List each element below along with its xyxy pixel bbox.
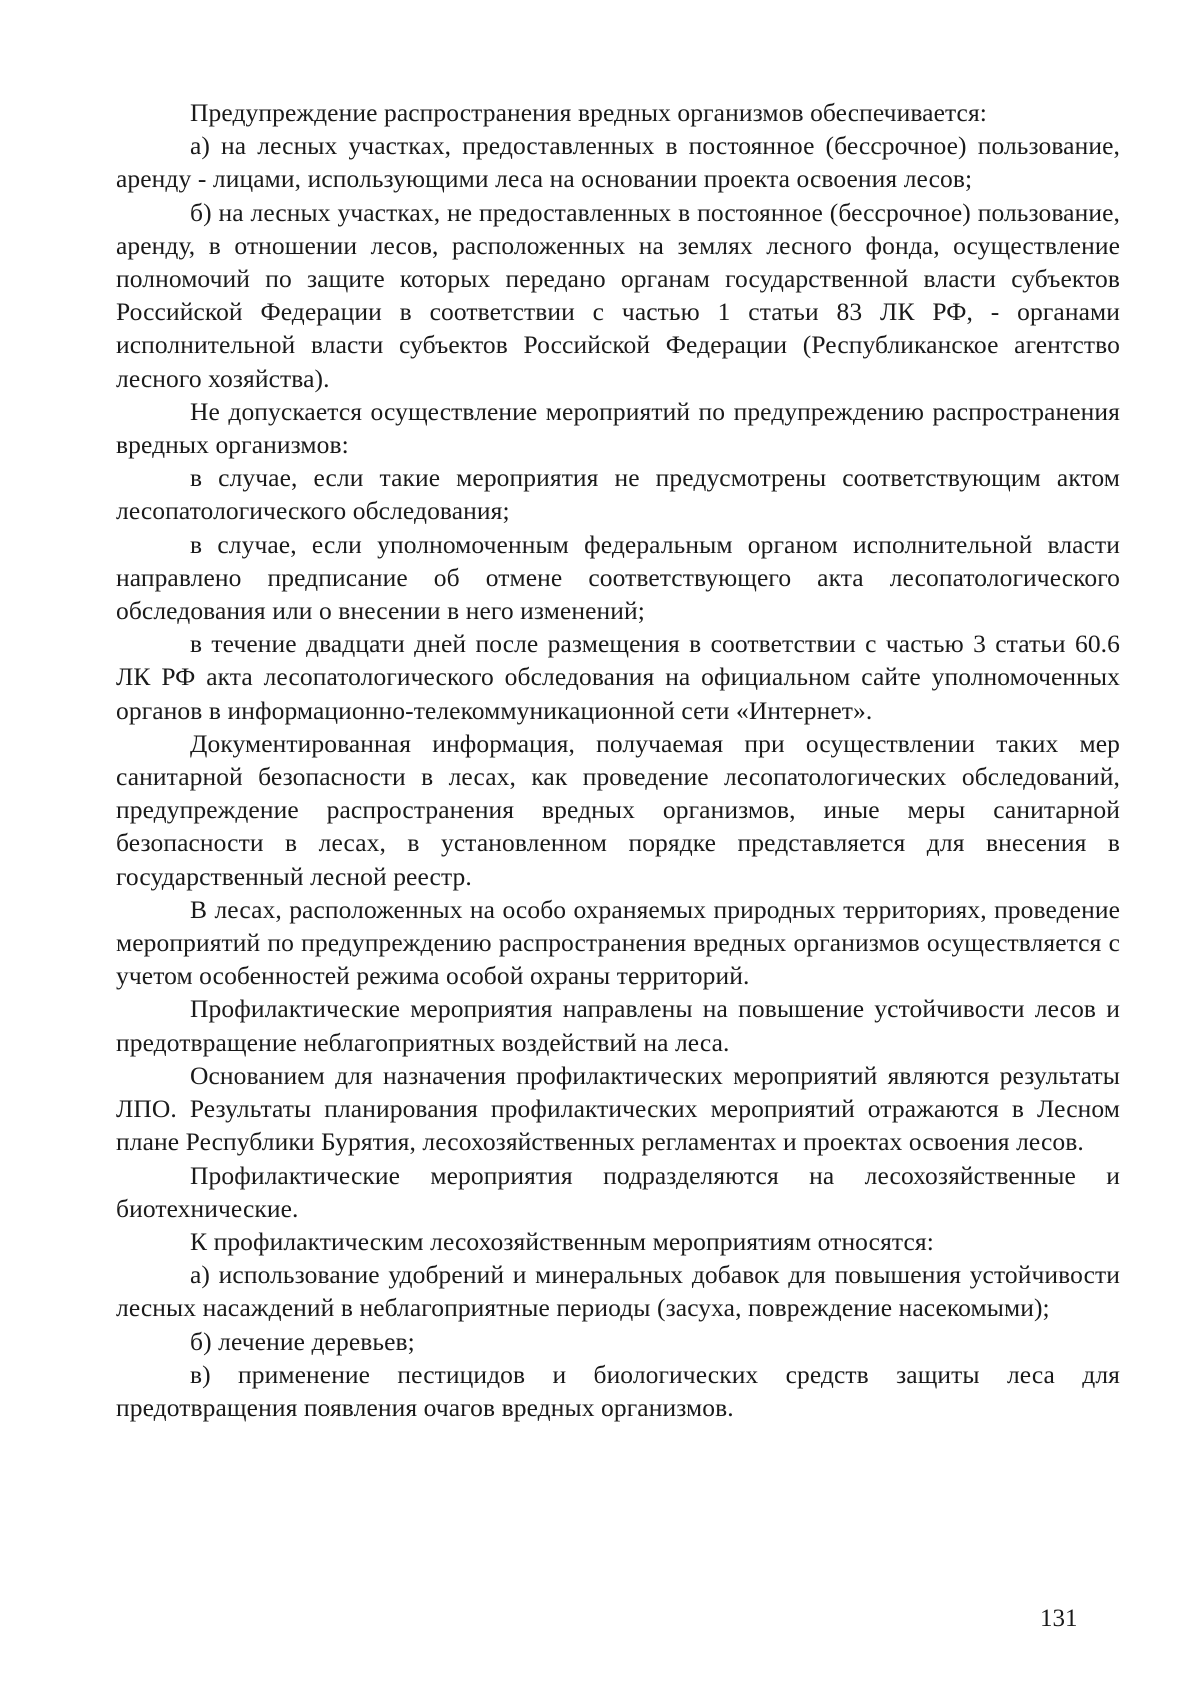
paragraph: в случае, если такие мероприятия не предусмотрены соответствующим актом лесопатологического обследования; [116,463,1120,526]
paragraph: Основанием для назначения профилактических мероприятий являются результаты ЛПО. Результаты планирования профилактических мероприятий отражаются в Лесном плане Республики Бурятия, лесохозяйственных регламентах и проектах освоения лесов. [116,1060,1120,1157]
document-body [116,96,1120,1424]
paragraph: а) использование удобрений и минеральных добавок для повышения устойчивости лесных насаждений в неблагоприятные периоды (засуха, повреждение насекомыми); [116,1260,1120,1323]
paragraph: б) на лесных участках, не предоставленных в постоянное (бессрочное) пользование, аренду, в отношении лесов, расположенных на землях лесного фонда, осуществление полномочий по защите которых передано органам государственной власти субъектов Российской Федерации в соответствии с частью 1 статьи 83 ЛК РФ, - органами исполнительной власти субъектов Российской Федерации (Республиканское агентство лесного хозяйства). [116,197,1120,393]
paragraph: Предупреждение распространения вредных организмов обеспечивается: [190,98,987,127]
paragraph: в случае, если уполномоченным федеральным органом исполнительной власти направлено предписание об отмене соответствующего акта лесопатологического обследования или о внесении в него изменений; [116,529,1120,626]
paragraph: в течение двадцати дней после размещения в соответствии с частью 3 статьи 60.6 ЛК РФ акта лесопатологического обследования на официальном сайте уполномоченных органов в информационно-телекоммуникационной сети «Интернет». [116,629,1120,725]
paragraph: К профилактическим лесохозяйственным мероприятиям относятся: [190,1226,934,1256]
paragraph: в) применение пестицидов и биологических средств защиты леса для предотвращения появления очагов вредных организмов. [116,1359,1120,1422]
paragraph: Профилактические мероприятия направлены на повышение устойчивости лесов и предотвращение неблагоприятных воздействий на леса. [116,994,1120,1057]
page-number: 131 [1040,1605,1078,1632]
paragraph: В лесах, расположенных на особо охраняемых природных территориях, проведение мероприятий по предупреждению распространения вредных организмов осуществляется с учетом особенностей режима особой охраны территорий. [116,894,1120,991]
paragraph: Документированная информация, получаемая при осуществлении таких мер санитарной безопасности в лесах, как проведение лесопатологических обследований, предупреждение распространения вредных организмов, иные меры санитарной безопасности в лесах, в установленном порядке представляется для внесения в государственный лесной реестр. [116,728,1120,891]
paragraph: Профилактические мероприятия подразделяются на лесохозяйственные и биотехнические. [116,1160,1120,1223]
paragraph: б) лечение деревьев; [190,1326,415,1356]
paragraph: Не допускается осуществление мероприятий по предупреждению распространения вредных организмов: [116,396,1120,460]
paragraph: а) на лесных участках, предоставленных в постоянное (бессрочное) пользование, аренду - лицами, использующими леса на основании проекта освоения лесов; [116,131,1120,194]
